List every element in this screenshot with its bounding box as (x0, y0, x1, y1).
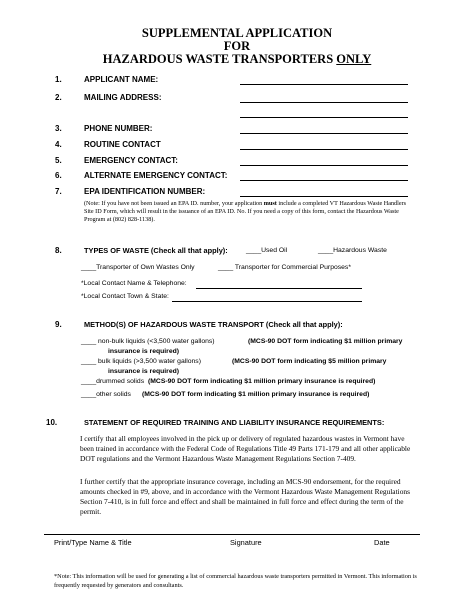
bulk-liquids-requirement-cont: insurance is required) (108, 368, 180, 375)
drummed-solids-requirement: (MCS-90 DOT form indicating $1 million primary insurance is required) (148, 378, 376, 385)
section-10-number: 10. (46, 418, 58, 427)
non-bulk-liquids-option[interactable]: ____ non-bulk liquids (<3,500 water gallons) (81, 338, 215, 345)
bulk-liquids-requirement: (MCS-90 DOT form indicating $5 million primary (232, 358, 387, 365)
local-contact-name-label: *Local Contact Name & Telephone: (81, 280, 187, 287)
routine-contact-label: ROUTINE CONTACT (84, 140, 161, 149)
epa-id-label: EPA IDENTIFICATION NUMBER: (84, 187, 206, 196)
field-number-3: 3. (55, 124, 62, 133)
insurance-certification-paragraph: I further certify that the appropriate insurance coverage, including an MCS-90 endorsement, for the required amounts checked in #9, above, and in accordance with the Vermont Hazardous Waste Management Regulations Section 7-410, is in full force and effect and shall be maintained in full force and effect during the term of the permit. (80, 477, 410, 516)
field-number-4: 4. (55, 140, 62, 149)
epa-note-must: must (263, 200, 277, 207)
training-certification-paragraph: I certify that all employees involved in the pick up or delivery of regulated hazardous wastes in Vermont have been trained in accordance with the Federal Code of Regulations Title 49 Parts 171-179 and all other applicable DOT regulations and the Vermont Hazardous Waste Management Regulations Section 7-409. (80, 434, 411, 463)
local-contact-town-line[interactable] (172, 301, 362, 302)
epa-note (84, 200, 410, 224)
own-wastes-option[interactable]: ____Transporter of Own Wastes Only (81, 264, 195, 271)
training-insurance-label: STATEMENT OF REQUIRED TRAINING AND LIABILITY INSURANCE REQUIREMENTS: (84, 418, 385, 427)
field-number-7: 7. (55, 187, 62, 196)
bulk-liquids-option[interactable]: ____ bulk liquids (>3,500 water gallons) (81, 358, 201, 365)
title-line-3-emphasis: ONLY (336, 52, 372, 66)
emergency-contact-label: EMERGENCY CONTACT: (84, 156, 178, 165)
signature-line[interactable] (44, 534, 420, 535)
title-line-1: SUPPLEMENTAL APPLICATION (141, 26, 333, 40)
transport-methods-label: METHOD(S) OF HAZARDOUS WASTE TRANSPORT (Check all that apply): (84, 320, 343, 329)
alternate-emergency-contact-line[interactable] (240, 180, 408, 181)
local-contact-name-line[interactable] (196, 288, 362, 289)
routine-contact-line[interactable] (240, 149, 408, 150)
date-label: Date (374, 538, 390, 547)
mailing-address-label: MAILING ADDRESS: (84, 93, 162, 102)
footnote: *Note: This information will be used for generating a list of commercial hazardous waste transporters permitted in Vermont. This information is frequently requested by generators and consultants. (54, 573, 417, 589)
phone-number-line[interactable] (240, 133, 408, 134)
other-solids-option[interactable]: ____other solids (81, 391, 131, 398)
non-bulk-liquids-requirement-cont: insurance is required) (108, 348, 180, 355)
hazardous-waste-option[interactable]: ____Hazardous Waste (318, 247, 387, 254)
non-bulk-liquids-requirement: (MCS-90 DOT form indicating $1 million primary (248, 338, 403, 345)
emergency-contact-line[interactable] (240, 165, 408, 166)
title-line-3-prefix: HAZARDOUS WASTE TRANSPORTERS (102, 52, 337, 66)
commercial-purposes-option[interactable]: ____ Transporter for Commercial Purposes* (218, 264, 351, 271)
print-name-label: Print/Type Name & Title (54, 538, 132, 547)
epa-note-part-1: (Note: If you have not been issued an EPA ID. number, your application (84, 200, 264, 207)
field-number-5: 5. (55, 156, 62, 165)
field-number-1: 1. (55, 75, 62, 84)
local-contact-town-label: *Local Contact Town & State: (81, 293, 169, 300)
phone-number-label: PHONE NUMBER: (84, 124, 153, 133)
signature-label: Signature (230, 538, 262, 547)
epa-id-line[interactable] (240, 196, 408, 197)
applicant-name-line[interactable] (240, 84, 408, 85)
section-8-number: 8. (55, 246, 62, 255)
types-of-waste-label: TYPES OF WASTE (Check all that apply): (84, 246, 228, 255)
mailing-address-line-1[interactable] (240, 102, 408, 103)
drummed-solids-option[interactable]: ____drummed solids (81, 378, 145, 385)
other-solids-requirement: (MCS-90 DOT form indicating $1 million primary insurance is required) (142, 391, 370, 398)
field-number-6: 6. (55, 171, 62, 180)
used-oil-option[interactable]: ____Used Oil (246, 247, 288, 254)
mailing-address-line-2[interactable] (240, 117, 408, 118)
title-line-2: FOR (223, 39, 251, 53)
epa-note-part-2: include a completed VT Hazardous Waste Handlers Site ID Form, which will result in the issuance of an EPA ID. No. If you need a copy of this form, contact the Hazardous Waste Program at (802) 828-1138). (84, 200, 407, 223)
title-line-3 (0, 52, 474, 66)
section-9-number: 9. (55, 320, 62, 329)
field-number-2: 2. (55, 93, 62, 102)
applicant-name-label: APPLICANT NAME: (84, 75, 159, 84)
alternate-emergency-contact-label: ALTERNATE EMERGENCY CONTACT: (84, 171, 228, 180)
